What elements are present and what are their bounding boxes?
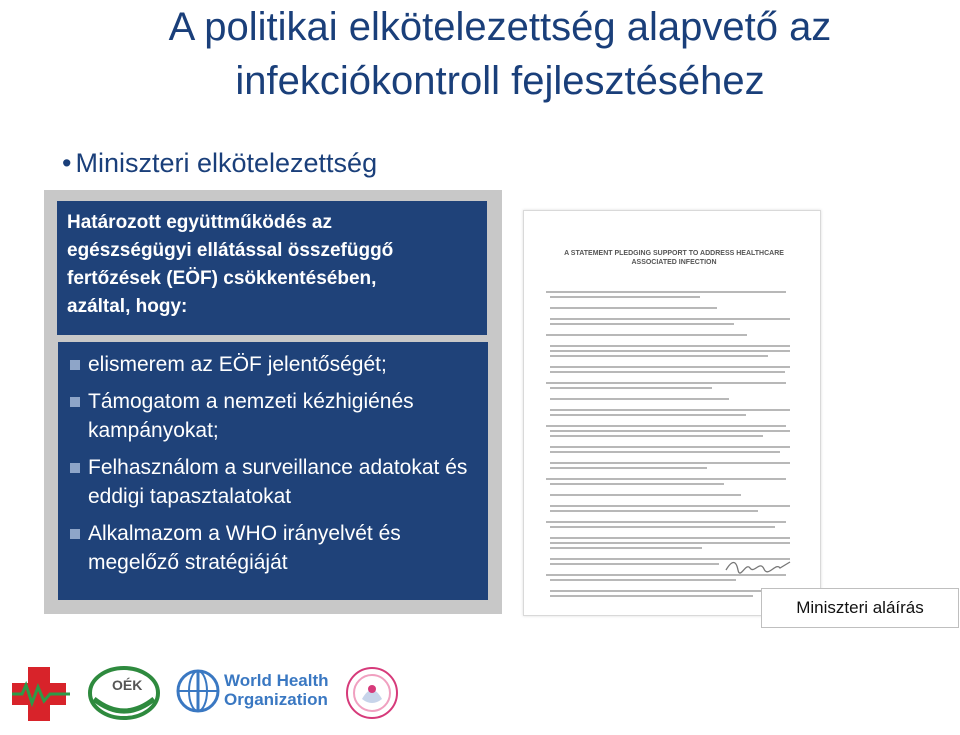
document-text-line <box>550 483 724 485</box>
square-bullet-icon <box>70 397 80 407</box>
list-item-text: elismerem az EÖF jelentőségét; <box>88 353 387 376</box>
document-text-line <box>550 537 790 539</box>
square-bullet-icon <box>70 463 80 473</box>
document-text-line <box>550 307 717 309</box>
document-text-line <box>546 521 786 523</box>
document-text-line <box>550 414 746 416</box>
oek-logo-icon <box>88 665 160 721</box>
list-item <box>70 350 476 379</box>
who-emblem-icon <box>174 667 222 715</box>
slide-title <box>70 0 930 108</box>
document-text-line <box>550 371 785 373</box>
header-line: egészségügyi ellátással összefüggő <box>67 240 394 261</box>
title-line-2: infekciókontroll fejlesztéséhez <box>235 59 765 103</box>
pledge-document-image <box>523 210 821 616</box>
document-heading <box>564 249 784 267</box>
bullet-dot: • <box>62 148 72 178</box>
document-text-line <box>550 467 707 469</box>
square-bullet-icon <box>70 529 80 539</box>
list-item-text: Támogatom a nemzeti kézhigiénés kampányokat; <box>88 390 414 442</box>
main-bullet <box>62 148 377 179</box>
list-item <box>70 519 476 577</box>
document-text-line <box>546 334 747 336</box>
oek-logo-text: OÉK <box>112 677 143 693</box>
document-heading-line-1: A STATEMENT PLEDGING SUPPORT TO ADDRESS HEALTHCARE <box>564 250 784 257</box>
document-heading-line-2: ASSOCIATED INFECTION <box>631 259 717 266</box>
document-text-line <box>550 579 736 581</box>
health-cross-logo-icon <box>8 665 74 723</box>
document-text-line <box>550 505 790 507</box>
document-text-line <box>550 547 702 549</box>
document-text-line <box>546 382 786 384</box>
title-line-1: A politikai elkötelezettség alapvető az <box>168 5 832 49</box>
document-text-line <box>550 409 790 411</box>
document-text-line <box>550 510 758 512</box>
document-text-line <box>550 462 790 464</box>
footer-logos <box>0 655 960 735</box>
document-text-line <box>546 425 786 427</box>
header-line: azáltal, hogy: <box>67 296 188 317</box>
hand-hygiene-logo-icon <box>344 663 400 723</box>
document-text-line <box>550 318 790 320</box>
commitment-header-box <box>57 201 487 335</box>
list-item-text: Alkalmazom a WHO irányelvét és megelőző stratégiáját <box>88 522 401 574</box>
signature-caption: Miniszteri aláírás <box>761 588 959 628</box>
document-text-line <box>550 542 790 544</box>
commitment-list-box <box>58 342 488 600</box>
document-text-line <box>550 355 768 357</box>
document-text-line <box>546 291 786 293</box>
header-line: fertőzések (EÖF) csökkentésében, <box>67 268 377 289</box>
document-text-line <box>550 494 741 496</box>
signature-icon <box>724 556 794 576</box>
document-text-line <box>550 563 719 565</box>
document-text-line <box>550 595 753 597</box>
document-text-line <box>550 526 775 528</box>
list-item <box>70 387 476 445</box>
document-text-line <box>550 430 790 432</box>
document-text-line <box>550 446 790 448</box>
document-text-line <box>550 296 700 298</box>
document-text-line <box>550 366 790 368</box>
document-text-line <box>546 478 786 480</box>
header-line: Határozott együttműködés az <box>67 212 332 233</box>
document-text-line <box>550 345 790 347</box>
document-text-line <box>550 451 780 453</box>
document-text-line <box>550 387 712 389</box>
main-bullet-text: Miniszteri elkötelezettség <box>75 148 378 178</box>
document-text-line <box>550 590 790 592</box>
document-text-line <box>550 435 763 437</box>
list-item <box>70 453 476 511</box>
who-logo-text <box>224 671 329 709</box>
list-item-text: Felhasználom a surveillance adatokat és eddigi tapasztalatokat <box>88 456 468 508</box>
document-text-line <box>550 398 729 400</box>
who-line-1: World Health <box>224 671 329 690</box>
who-line-2: Organization <box>224 690 328 709</box>
document-text-line <box>550 323 734 325</box>
square-bullet-icon <box>70 360 80 370</box>
document-text-line <box>550 350 790 352</box>
